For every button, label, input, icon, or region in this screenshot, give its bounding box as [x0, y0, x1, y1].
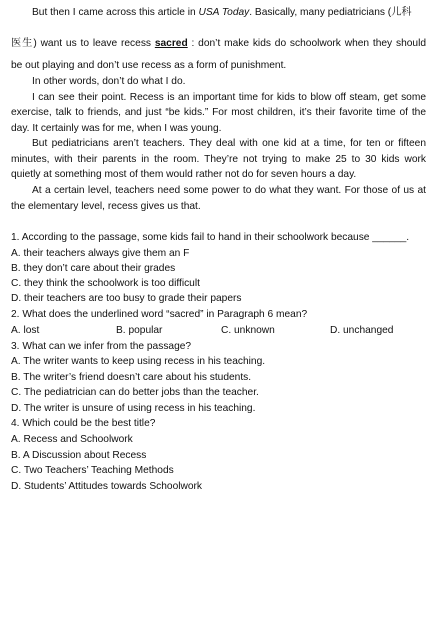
question-4: 4. Which could be the best title?: [11, 418, 156, 429]
passage-line: be out playing and don’t use recess as a form of punishment.: [11, 60, 287, 71]
passage-line: day. It certainly was for me, when I was young.: [11, 123, 222, 134]
passage-text: But then I came across this article in: [32, 7, 199, 18]
q3-option-d: D. The writer is unsure of using recess in his teaching.: [11, 403, 256, 414]
q1-option-b: B. they don’t care about their grades: [11, 263, 176, 274]
passage-line: But pediatricians aren’t teachers. They deal with one kid at a time, for ten or fifteen: [32, 138, 426, 149]
q3-option-b: B. The writer’s friend doesn’t care about his students.: [11, 372, 252, 383]
source-title: USA Today: [198, 7, 250, 18]
q1-option-a: A. their teachers always give them an F: [11, 248, 190, 259]
q4-option-b: B. A Discussion about Recess: [11, 450, 147, 461]
passage-line: In other words, don’t do what I do.: [32, 76, 186, 87]
passage-text: : don’t make kids do schoolwork when they should: [191, 38, 426, 49]
q4-option-d: D. Students’ Attitudes towards Schoolwork: [11, 481, 203, 492]
q2-option-c: C. unknown: [221, 325, 275, 336]
passage-line: [32, 6, 426, 19]
q3-option-c: C. The pediatrician can do better jobs than the teacher.: [11, 387, 259, 398]
passage-line: the elementary level, recess gives us that.: [11, 201, 201, 212]
q4-option-c: C. Two Teachers’ Teaching Methods: [11, 465, 174, 476]
passage-line: At a certain level, teachers need some power to do what they want. For those of us at: [32, 185, 426, 196]
passage-line: quietly at something most of them would rather not do for seven hours a day.: [11, 169, 357, 180]
passage-text: 医生) want us to leave recess: [11, 38, 155, 49]
q3-option-a: A. The writer wants to keep using recess in his teaching.: [11, 356, 266, 367]
question-3: 3. What can we infer from the passage?: [11, 341, 192, 352]
question-1: 1. According to the passage, some kids fail to hand in their schoolwork because ______.: [11, 232, 410, 243]
q1-option-d: D. their teachers are too busy to grade their papers: [11, 293, 242, 304]
question-2: 2. What does the underlined word “sacred” in Paragraph 6 mean?: [11, 309, 308, 320]
passage-line: I can see their point. Recess is an important time for kids to blow off steam, get some: [32, 92, 426, 103]
q2-option-d: D. unchanged: [330, 325, 394, 336]
passage-line: minutes, with their parents in the room. They’re not trying to make 25 to 30 kids work: [11, 154, 426, 165]
q2-option-a: A. lost: [11, 325, 40, 336]
underlined-word: sacred: [154, 38, 188, 49]
passage-line: [11, 37, 426, 50]
q4-option-a: A. Recess and Schoolwork: [11, 434, 133, 445]
passage-line: exercise, talk to friends, and just “be kids.” For most children, it’s their favorite time of the: [11, 107, 426, 118]
q2-option-b: B. popular: [116, 325, 163, 336]
q1-option-c: C. they think the schoolwork is too difficult: [11, 278, 200, 289]
passage-text: . Basically, many pediatricians (儿科: [249, 7, 412, 18]
